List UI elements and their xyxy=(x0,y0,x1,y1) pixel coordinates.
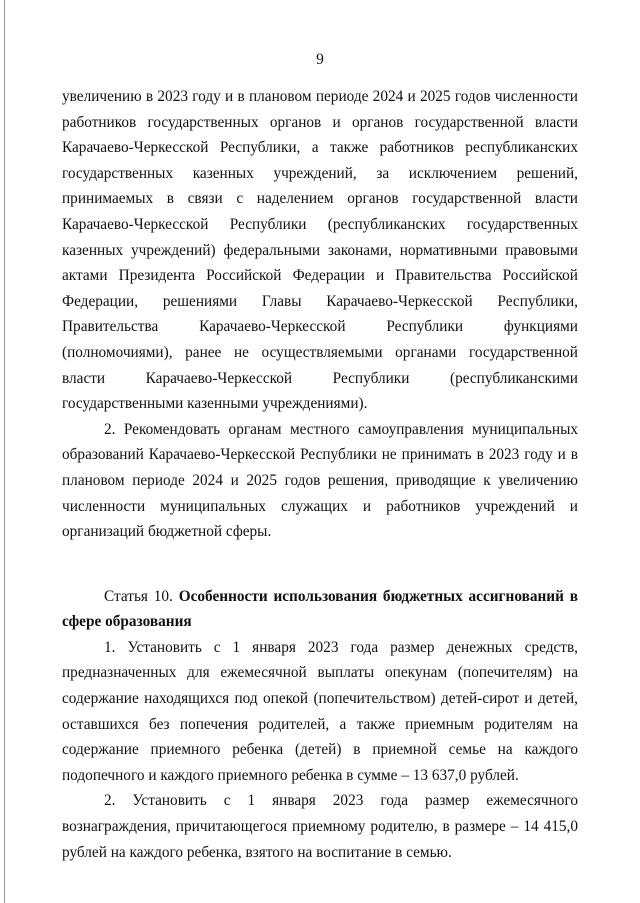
section-spacer xyxy=(62,545,578,584)
article-label: Статья 10. xyxy=(104,587,179,605)
paragraph-guardian-payment: 1. Установить с 1 января 2023 года размер денежных средств, предназначенных для ежемесячной выплаты опекунам (попечителям) на содержание находящихся под опекой (попечительством) детей-сирот и детей, оставшихся без попечения родителей, а также приемным родителям на содержание приемного ребенка (детей) в приемной семье на каждого подопечного и каждого приемного ребенка в сумме – 13 637,0 рублей. xyxy=(62,638,578,784)
paragraph-continuation: увеличению в 2023 году и в плановом периоде 2024 и 2025 годов численности работников государственных органов и органов государственной власти Карачаево-Черкесской Республики, а также работников республиканских государственных казенных учреждений, за исключением решений, принимаемых в связи с наделением органов государственной власти Карачаево-Черкесской Республики (республиканских государственных казенных учреждений) федеральными законами, нормативными правовыми актами Президента Российской Федерации и Правительства Российской Федерации, решениями Главы Карачаево-Черкесской Республики, Правительства Карачаево-Черкесской Республики функциями (полномочиями), ранее не осуществляемыми органами государственной власти Карачаево-Черкесской Республики (республиканскими государственными казенными учреждениями). xyxy=(62,88,578,413)
article-title: Особенности использования бюджетных ассигнований в сфере образования xyxy=(62,587,578,631)
page-content xyxy=(62,84,578,865)
paragraph-recommendation: 2. Рекомендовать органам местного самоуправления муниципальных образований Карачаево-Черкесской Республики не принимать в 2023 году и в плановом периоде 2024 и 2025 годов решения, приводящие к увеличению численности муниципальных служащих и работников учреждений и организаций бюджетной сферы. xyxy=(62,420,578,541)
page-number: 9 xyxy=(316,51,324,68)
paragraph-foster-reward: 2. Установить с 1 января 2023 года размер ежемесячного вознаграждения, причитающегося приемному родителю, в размере – 14 415,0 рублей на каждого ребенка, взятого на воспитание в семью. xyxy=(62,792,578,861)
article-heading xyxy=(62,584,578,635)
scan-edge-line xyxy=(4,0,5,903)
